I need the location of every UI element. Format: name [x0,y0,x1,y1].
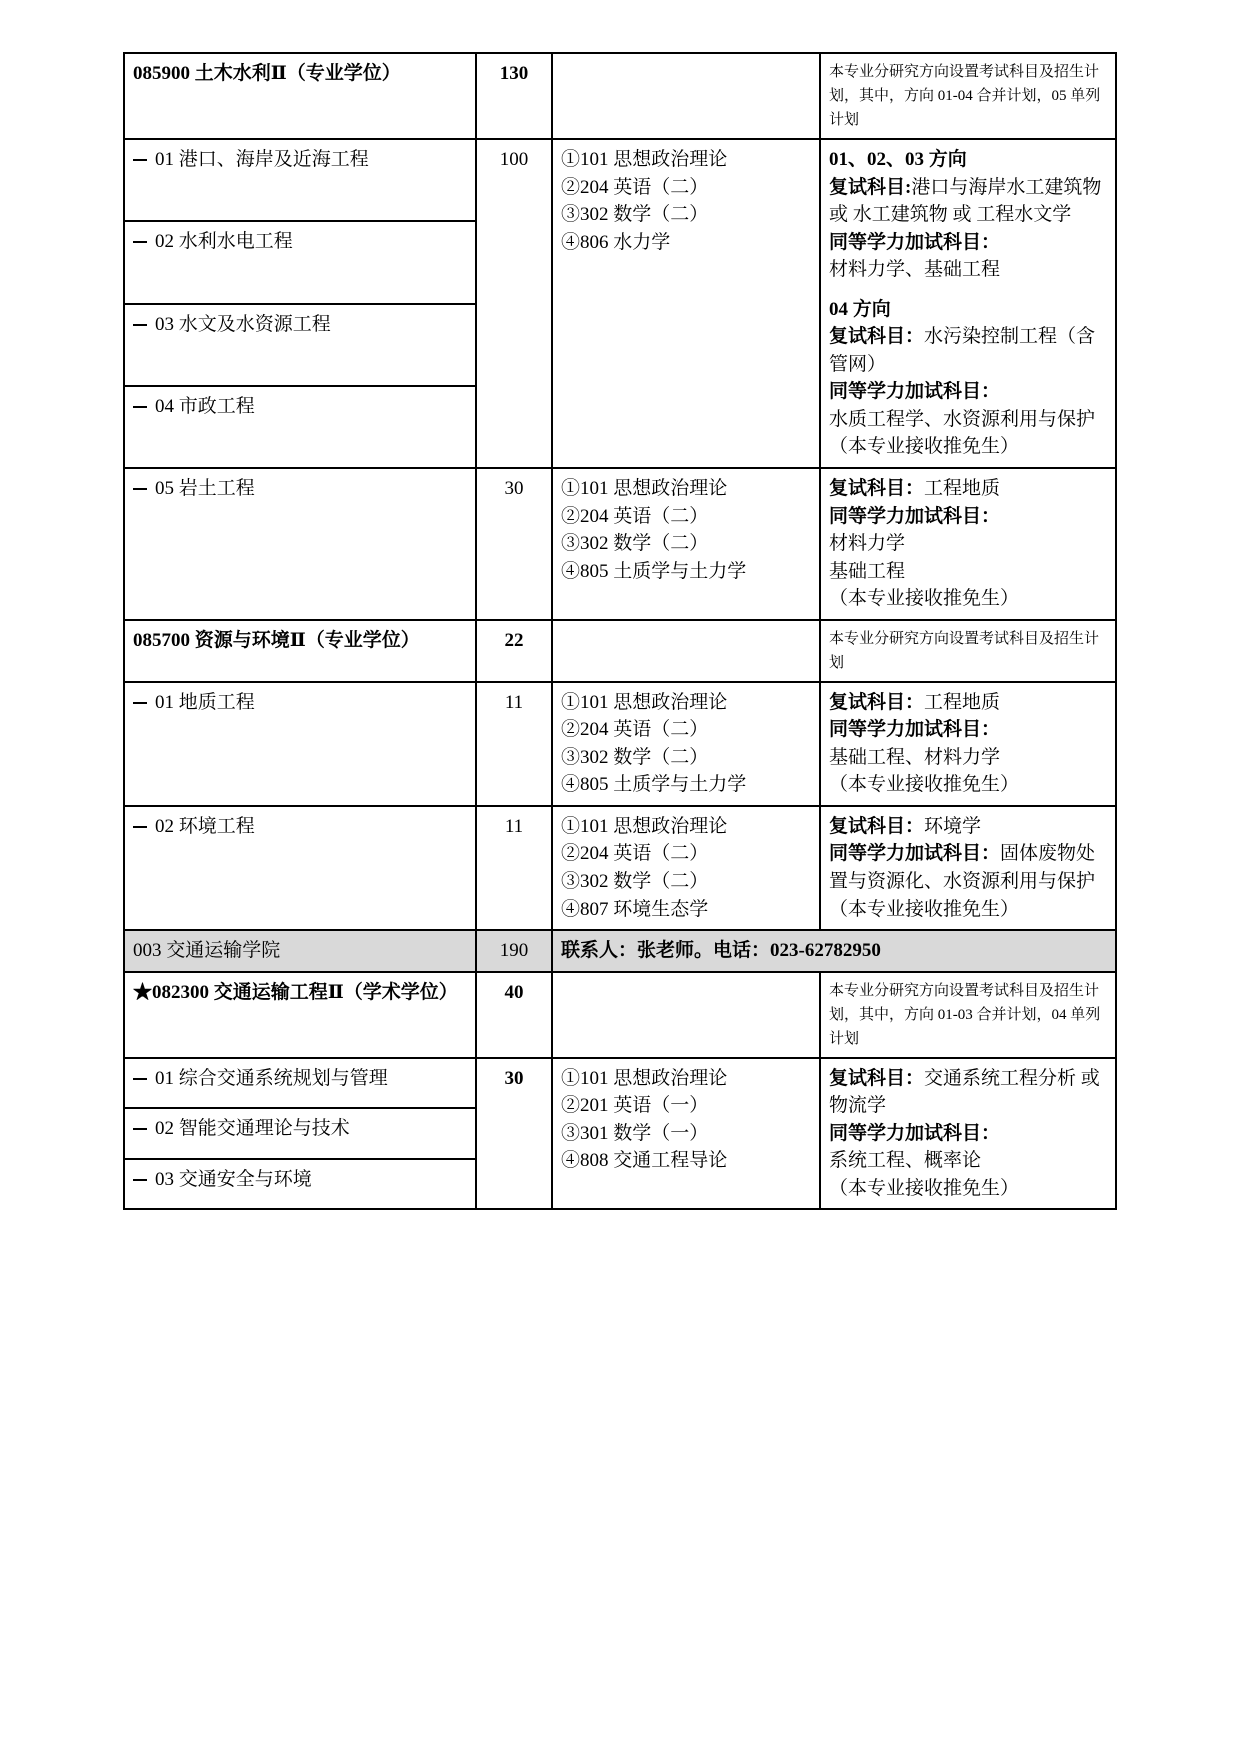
table-row [124,139,1116,221]
subject-line: ③302 数学（二） [561,204,709,226]
table-row [124,620,1116,682]
direction-notes-yantu [820,468,1116,620]
notes-label: 复试科目： [829,815,925,837]
direction-label: 01 综合交通系统规划与管理 [155,1067,388,1089]
direction-04-shizheng [124,386,476,468]
subject-line: ④805 土质学与土力学 [561,774,747,796]
notes-label: 同等学力加试科目： [829,231,1001,253]
notes-text: （本专业接收推免生） [829,898,1020,920]
notes-line [829,174,1107,229]
notes-text: （本专业接收推免生） [829,774,1020,796]
notes-label: 复试科目： [829,326,925,348]
direction-label: 02 水利水电工程 [155,231,293,253]
notes-line [829,813,1107,841]
count-value: 100 [499,149,529,170]
notes-heading: 01、02、03 方向 [829,149,967,170]
direction-subjects-yantu [552,468,820,620]
direction-label: 03 水文及水资源工程 [155,313,331,335]
notes-label: 同等学力加试科目： [829,719,1001,741]
dash-mark [133,1128,147,1130]
group-subjects-shuili [552,139,820,468]
table-row-college [124,930,1116,972]
major-notes-085900 [820,53,1116,139]
notes-line [829,1065,1107,1120]
notes-text: 基础工程、材料力学 [829,746,1001,768]
notes-text: 环境学 [924,815,982,837]
notes-label: 复试科目： [829,691,925,713]
notes-text: （本专业接收推免生） [829,1177,1020,1199]
college-name-003: 003 交通运输学院 [124,930,476,972]
direction-subjects-huanjing [552,806,820,930]
direction-label: 05 岩土工程 [155,478,255,500]
table-row [124,806,1116,930]
dash-mark [133,488,147,490]
major-subjects-085900 [552,53,820,139]
notes-text: 水质工程学、水资源利用与保护 [829,408,1096,430]
dash-mark [133,1179,147,1181]
major-count-085700: 22 [476,620,552,682]
major-subjects-085700 [552,620,820,682]
table-row [124,682,1116,806]
major-name-085900: 085900 土木水利Ⅱ（专业学位） [124,53,476,139]
direction-count-huanjing: 11 [476,806,552,930]
group-count-shuili [476,139,552,468]
notes-line [829,323,1107,378]
direction-05-yantu [124,468,476,620]
group-notes-shuili [820,139,1116,468]
college-contact-003: 联系人：张老师。电话：023-62782950 [552,930,1116,972]
notes-text: 本专业分研究方向设置考试科目及招生计划，其中，方向 01-03 合并计划，04 单列计划 [829,982,1101,1047]
direction-03-anquan [124,1159,476,1210]
group-count-jiaotong: 30 [476,1058,552,1210]
dash-mark [133,406,147,408]
notes-text: 固体废物处置与资源化、水资源利用与保护 [829,843,1096,893]
notes-heading: 04 方向 [829,298,891,320]
spacer [829,284,1107,296]
notes-text: （本专业接收推免生） [829,436,1020,458]
direction-label: 04 市政工程 [155,395,255,417]
subject-line: ①101 思想政治理论 [561,1067,728,1089]
major-notes-082300 [820,972,1116,1058]
dash-mark [133,324,147,326]
table-row [124,972,1116,1058]
subject-line: ③302 数学（二） [561,746,709,768]
direction-label: 02 环境工程 [155,815,255,837]
major-notes-085700 [820,620,1116,682]
notes-text: 工程地质 [924,478,1001,500]
subject-line: ④807 环境生态学 [561,898,709,920]
direction-02-shuilishuidian [124,221,476,303]
admissions-table [123,52,1117,1210]
dash-mark [133,241,147,243]
subject-line: ④806 水力学 [561,231,671,253]
direction-count-dizhi: 11 [476,682,552,806]
direction-subjects-dizhi [552,682,820,806]
subject-line: ④805 土质学与土力学 [561,560,747,582]
notes-text: 材料力学 [829,533,906,555]
subject-line: ①101 思想政治理论 [561,691,728,713]
notes-label: 同等学力加试科目： [829,1122,1001,1144]
major-subjects-082300 [552,972,820,1058]
subject-line: ②204 英语（二） [561,843,709,865]
direction-01-dizhi [124,682,476,806]
subject-line: ①101 思想政治理论 [561,478,728,500]
direction-01-zonghe [124,1058,476,1109]
direction-02-huanjing [124,806,476,930]
notes-text: 水污染控制工程（含管网） [829,326,1096,375]
table-row [124,468,1116,620]
notes-label: 复试科目： [829,478,925,500]
subject-line: ①101 思想政治理论 [561,149,728,170]
direction-notes-huanjing [820,806,1116,930]
direction-01-gangkou [124,139,476,221]
subject-line: ①101 思想政治理论 [561,815,728,837]
direction-label: 03 交通安全与环境 [155,1168,312,1190]
notes-line [829,475,1107,503]
major-name-082300: ★082300 交通运输工程Ⅱ（学术学位） [124,972,476,1058]
notes-text: 本专业分研究方向设置考试科目及招生计划 [829,630,1100,671]
notes-text: （本专业接收推免生） [829,588,1020,610]
major-count-082300: 40 [476,972,552,1058]
direction-03-shuiwen [124,304,476,386]
subject-line: ③302 数学（二） [561,871,709,893]
notes-label: 复试科目: [829,176,912,198]
direction-label: 01 港口、海岸及近海工程 [155,149,369,170]
notes-label: 同等学力加试科目： [829,505,1001,527]
notes-text: 工程地质 [924,691,1001,713]
college-count-003: 190 [476,930,552,972]
notes-label: 复试科目： [829,1067,925,1089]
direction-02-zhineng [124,1108,476,1159]
notes-text: 基础工程 [829,560,906,582]
table-row [124,53,1116,139]
table-row [124,1058,1116,1109]
subject-line: ③301 数学（一） [561,1122,709,1144]
dash-mark [133,1078,147,1080]
direction-label: 01 地质工程 [155,691,255,713]
group-notes-jiaotong [820,1058,1116,1210]
direction-count-yantu: 30 [476,468,552,620]
notes-text: 系统工程、概率论 [829,1150,982,1172]
notes-text: 港口与海岸水工建筑物 或 水工建筑物 或 工程水文学 [829,176,1102,226]
dash-mark [133,826,147,828]
notes-label: 同等学力加试科目： [829,381,1001,403]
subject-line: ②201 英语（一） [561,1095,709,1117]
notes-text: 本专业分研究方向设置考试科目及招生计划，其中，方向 01-04 合并计划，05 单列计划 [829,64,1101,128]
group-subjects-jiaotong [552,1058,820,1210]
notes-text: 材料力学、基础工程 [829,259,1001,281]
notes-text: 交通系统工程分析 或 物流学 [829,1067,1100,1117]
notes-line [829,840,1107,895]
direction-notes-dizhi [820,682,1116,806]
major-count-085900: 130 [476,53,552,139]
notes-label: 同等学力加试科目： [829,843,1001,865]
subject-line: ④808 交通工程导论 [561,1150,728,1172]
dash-mark [133,702,147,704]
major-name-085700: 085700 资源与环境Ⅱ（专业学位） [124,620,476,682]
notes-line [829,689,1107,717]
subject-line: ②204 英语（二） [561,176,709,198]
subject-line: ②204 英语（二） [561,505,709,527]
direction-label: 02 智能交通理论与技术 [155,1118,350,1140]
subject-line: ③302 数学（二） [561,533,709,555]
subject-line: ②204 英语（二） [561,719,709,741]
dash-mark [133,159,147,161]
